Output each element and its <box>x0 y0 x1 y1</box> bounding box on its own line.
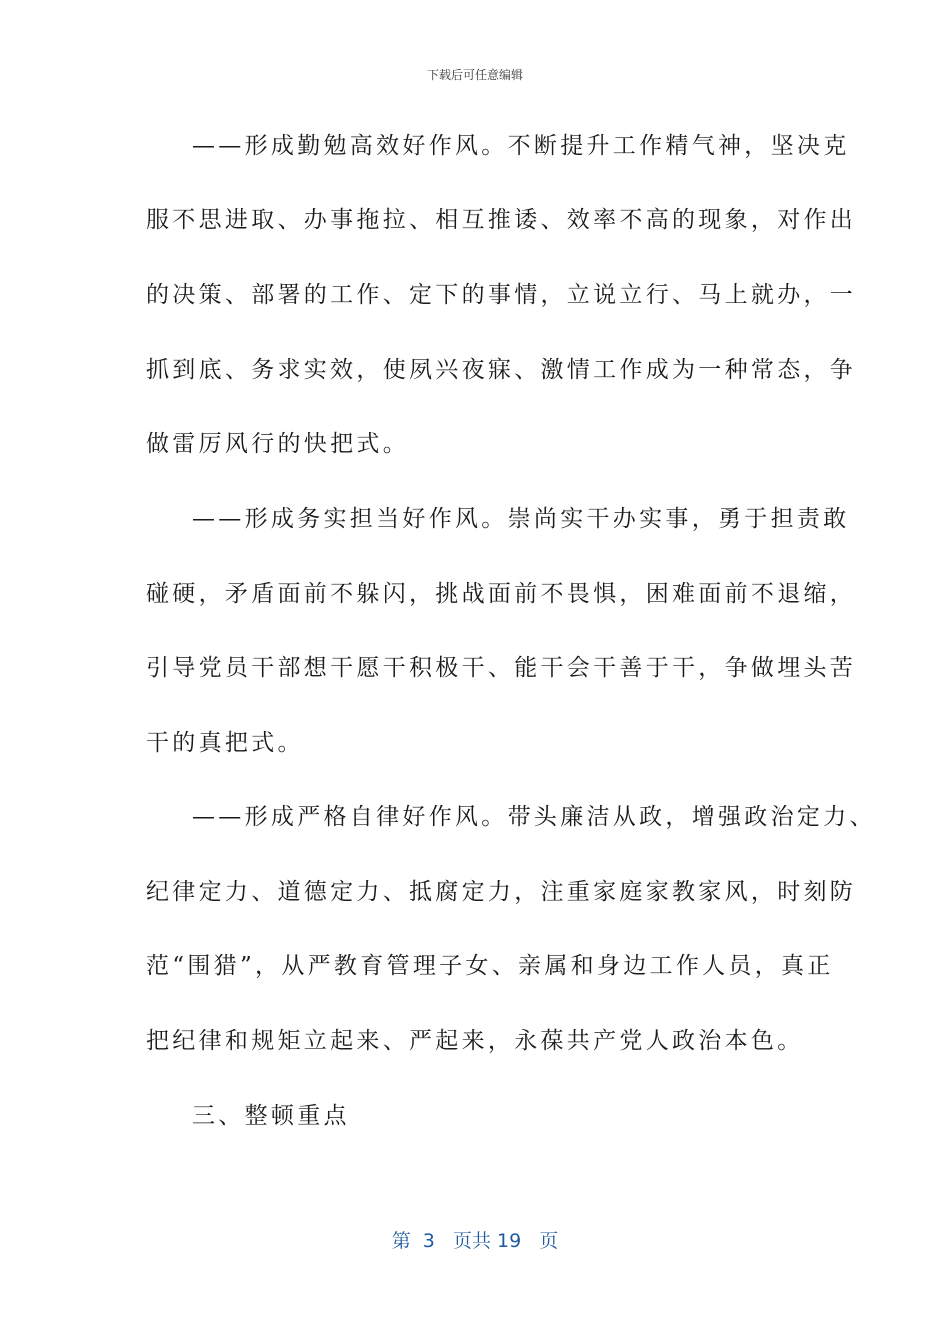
paragraph-line: 把纪律和规矩立起来、严起来，永葆共产党人政治本色。 <box>146 1028 804 1054</box>
paragraph-line: 抓到底、务求实效，使夙兴夜寐、激情工作成为一种常态，争 <box>146 357 857 383</box>
paragraph-line: ——形成务实担当好作风。崇尚实干办实事，勇于担责敢 <box>192 506 850 532</box>
paragraph-line: ——形成勤勉高效好作风。不断提升工作精气神，坚决克 <box>192 133 850 159</box>
paragraph-line: 范“围猎”，从严教育管理子女、亲属和身边工作人员，真正 <box>146 953 834 979</box>
paragraph-line: 服不思进取、办事拖拉、相互推诿、效率不高的现象，对作出 <box>146 207 857 233</box>
paragraph-line: ——形成严格自律好作风。带头廉洁从政，增强政治定力、 <box>192 804 876 830</box>
paragraph-line: 的决策、部署的工作、定下的事情，立说立行、马上就办，一 <box>146 282 857 308</box>
section-heading: 三、整顿重点 <box>192 1103 350 1129</box>
page-number: 第 3 页共 19 页 <box>391 1230 559 1252</box>
paragraph-line: 干的真把式。 <box>146 730 304 756</box>
paragraph-line: 纪律定力、道德定力、抵腐定力，注重家庭家教家风，时刻防 <box>146 879 857 905</box>
header-note: 下载后可任意编辑 <box>426 68 523 82</box>
paragraph-line: 引导党员干部想干愿干积极干、能干会干善于干，争做埋头苦 <box>146 655 857 681</box>
paragraph-line: 碰硬，矛盾面前不躲闪，挑战面前不畏惧，困难面前不退缩， <box>146 581 857 607</box>
paragraph-line: 做雷厉风行的快把式。 <box>146 431 409 457</box>
